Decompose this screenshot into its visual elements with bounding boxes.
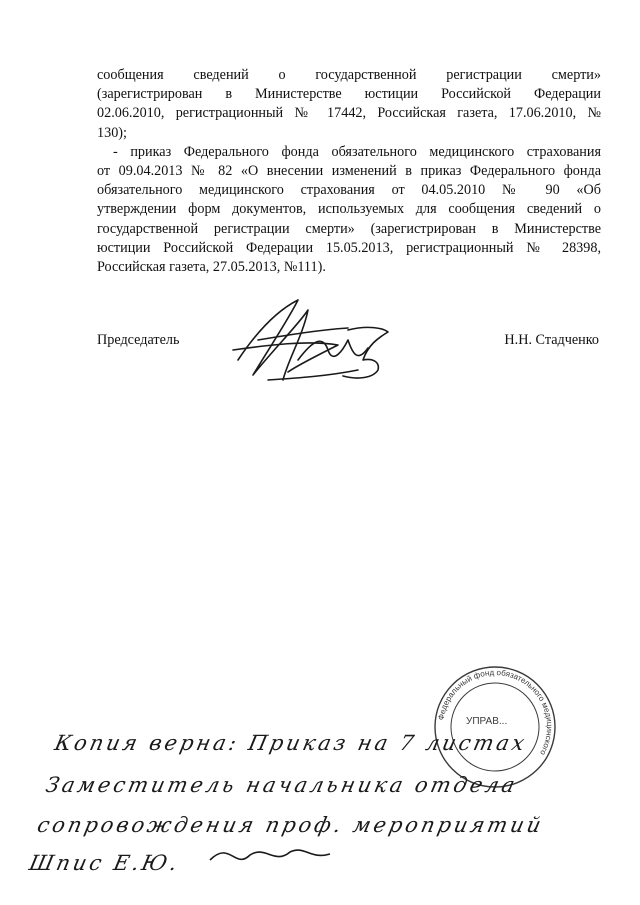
document-body: [97, 66, 601, 277]
body-line-4: 130);: [97, 124, 127, 141]
note-line-4: Шпис Е.Ю.: [26, 851, 183, 876]
note-line-1: Копия верна: Приказ на 7 листах: [52, 731, 530, 756]
signatory-title: Председатель: [97, 332, 180, 348]
note-signature-scribble: [210, 850, 330, 860]
body-line-6: от 09.04.2013 № 82 «О внесении изменений в приказ Федерального фонда: [97, 163, 601, 180]
certification-note: [26, 720, 546, 890]
signatory-name: Н.Н. Стадченко: [504, 332, 599, 348]
body-line-3: 02.06.2010, регистрационный № 17442, Российская газета, 17.06.2010, №: [97, 105, 601, 122]
note-line-2: Заместитель начальника отдела: [43, 773, 520, 798]
body-line-1: сообщения сведений о государственной регистрации смерти»: [97, 67, 601, 83]
body-line-8: утверждении форм документов, используемых для сообщения сведений о: [97, 201, 601, 218]
stamp-ring-text: Федеральный фонд обязательного медицинского: [436, 667, 555, 757]
stamp-center-text: УПРАВ...: [466, 716, 508, 727]
note-line-3: сопровождения проф. мероприятий: [34, 813, 546, 838]
handwritten-signature: [228, 290, 398, 390]
body-line-2: (зарегистрирован в Министерстве юстиции Российской Федерации: [97, 86, 601, 103]
body-line-9: государственной регистрации смерти» (зарегистрирован в Министерстве: [97, 220, 601, 237]
body-line-10: юстиции Российской Федерации 15.05.2013, регистрационный № 28398,: [97, 239, 601, 256]
body-line-7: обязательного медицинского страхования от 04.05.2010 № 90 «Об: [97, 182, 601, 199]
body-line-11: Российская газета, 27.05.2013, №111).: [97, 259, 326, 276]
body-line-5: - приказ Федерального фонда обязательного медицинского страхования: [113, 143, 601, 160]
